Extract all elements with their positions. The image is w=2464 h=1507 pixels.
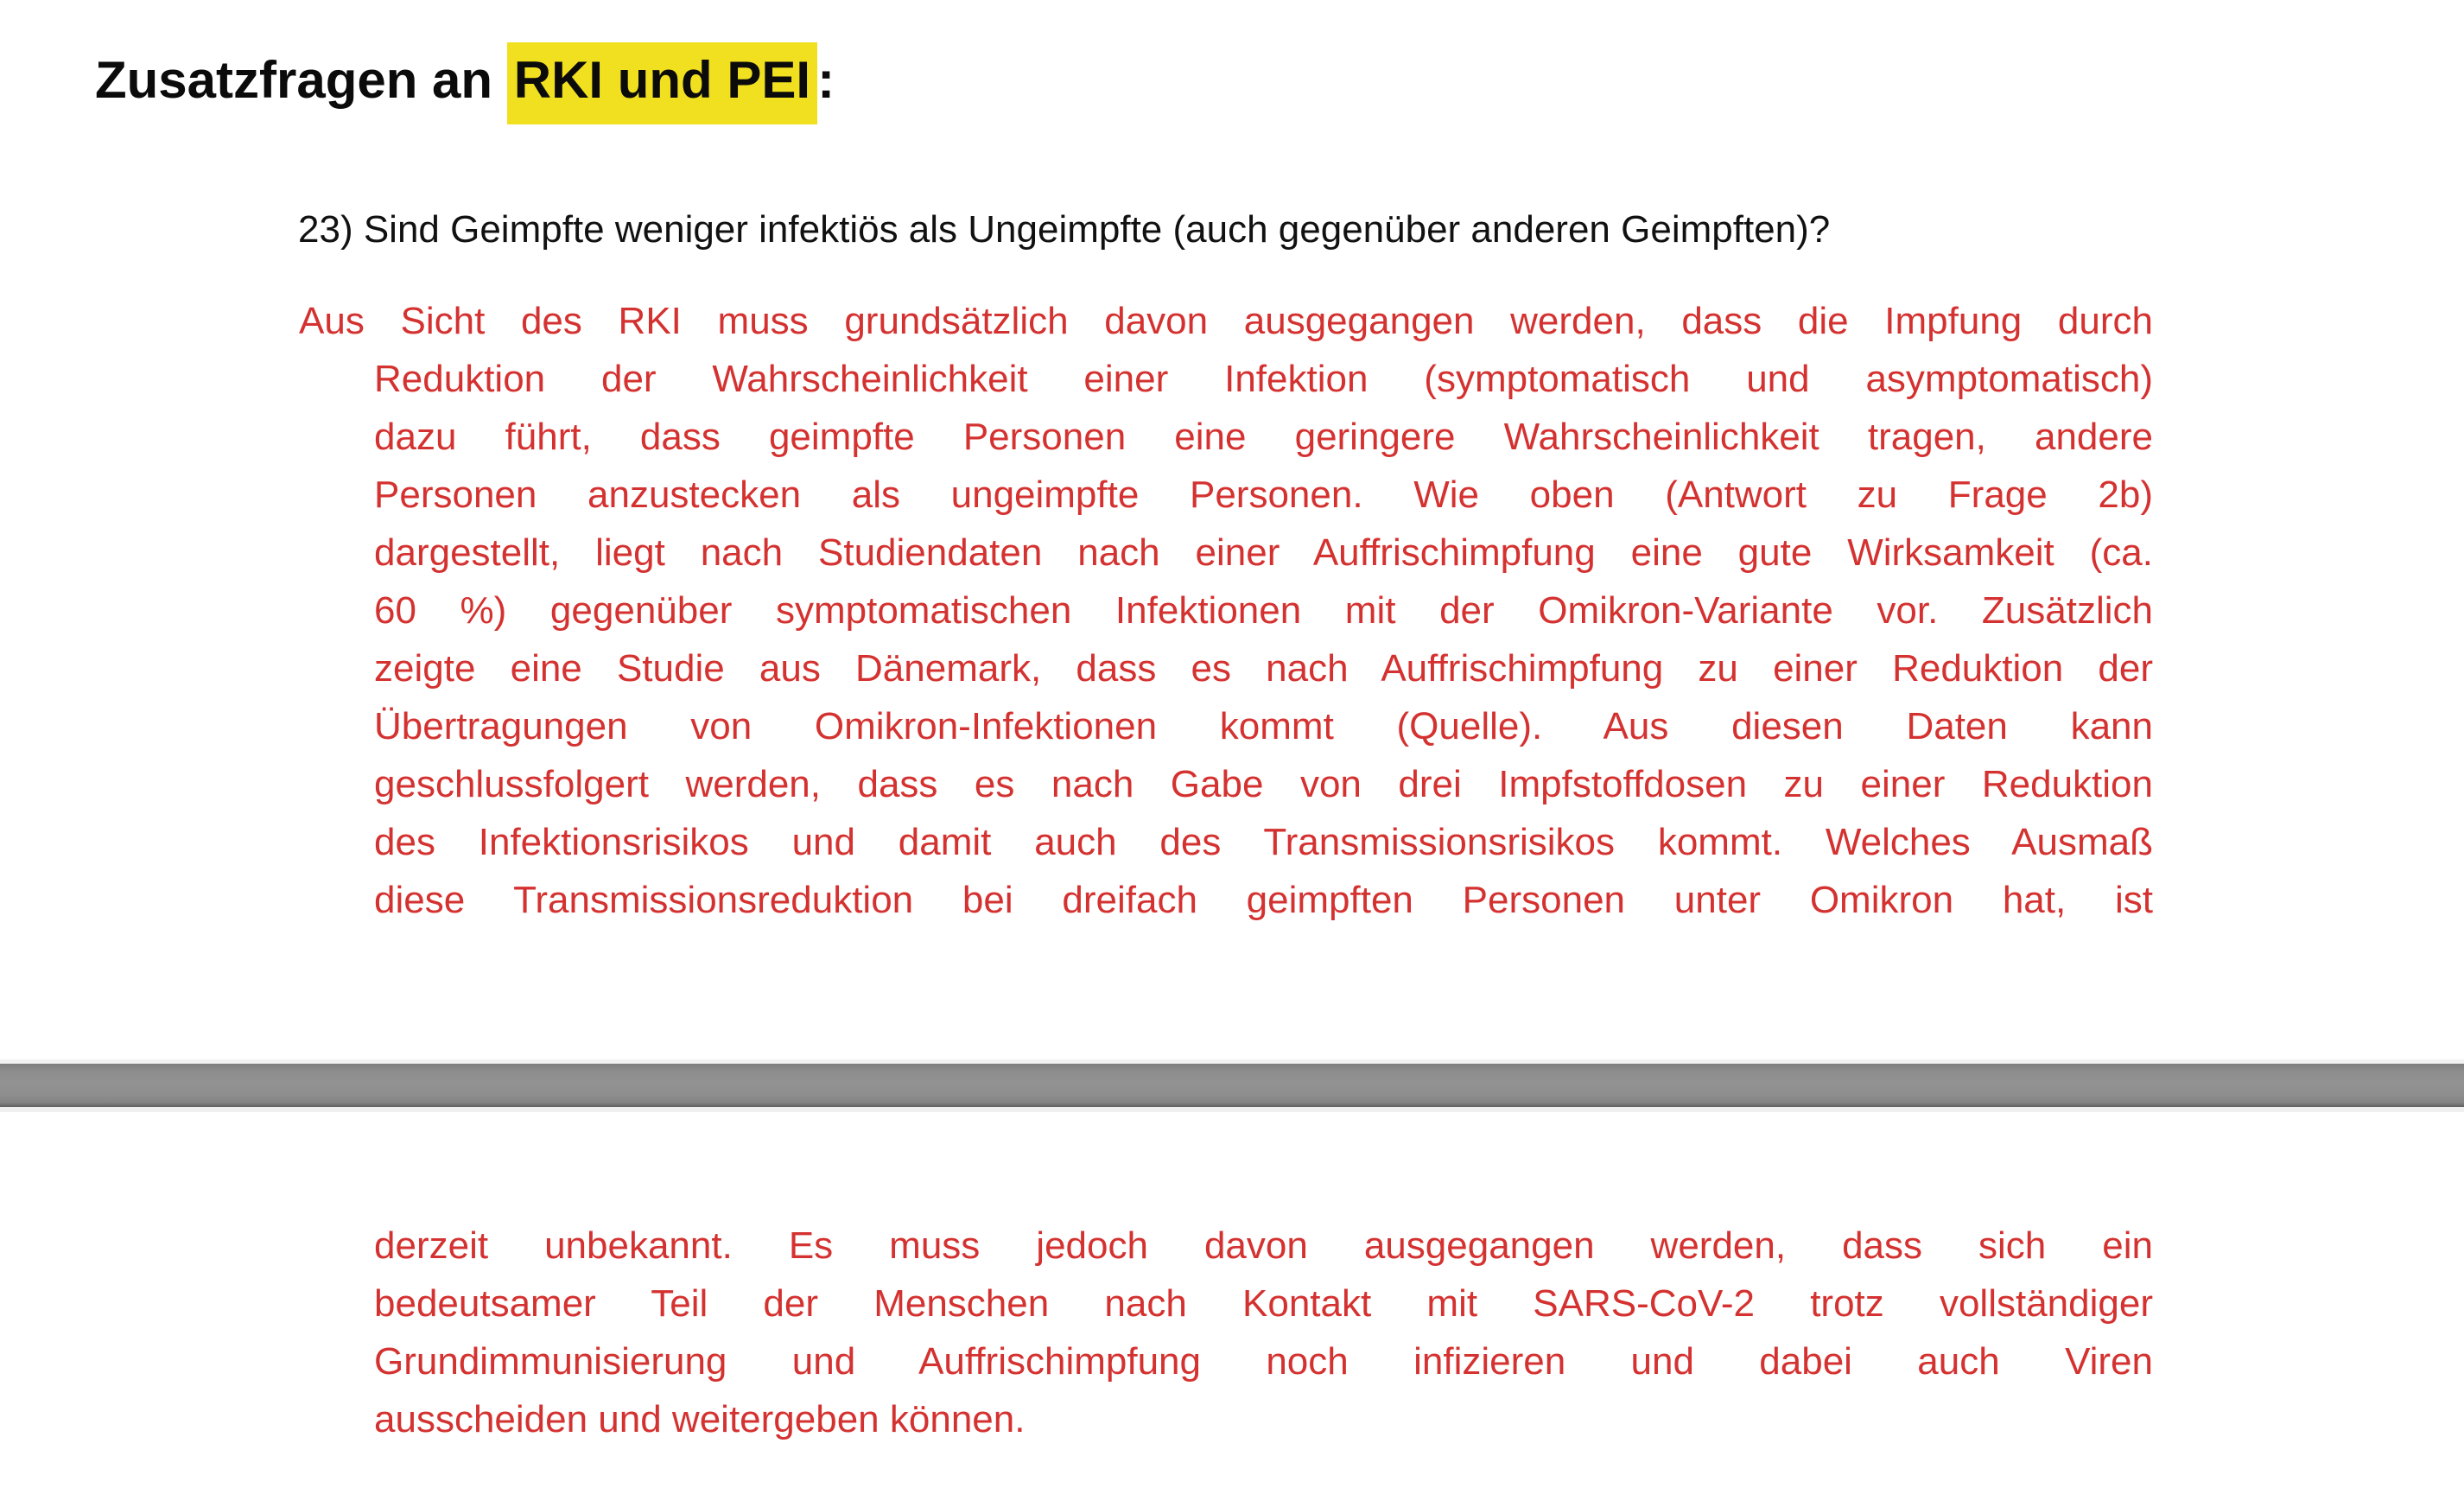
heading-prefix: Zusatzfragen an (95, 51, 507, 109)
answer-line: des Infektionsrisikos und damit auch des Transmissionsrisikos kommt. Welches Ausmaß (374, 821, 2153, 863)
heading-highlighted-text: RKI und PEI (507, 42, 817, 124)
answer-line: derzeit unbekannt. Es muss jedoch davon ausgegangen werden, dass sich ein (374, 1224, 2153, 1267)
question-23: 23) Sind Geimpfte weniger infektiös als Ungeimpfte (auch gegenüber anderen Geimpften)? (298, 208, 1831, 251)
section-heading (95, 48, 835, 112)
answer-line: dazu führt, dass geimpfte Personen eine geringere Wahrscheinlichkeit tragen, andere (374, 416, 2153, 458)
answer-line: geschlussfolgert werden, dass es nach Gabe von drei Impfstoffdosen zu einer Reduktion (374, 763, 2153, 805)
page-gap-bar (0, 1064, 2464, 1107)
answer-line: Aus Sicht des RKI muss grundsätzlich davon ausgegangen werden, dass die Impfung durch (299, 300, 2153, 342)
answer-line: diese Transmissionsreduktion bei dreifach geimpften Personen unter Omikron hat, ist (374, 879, 2153, 921)
answer-line: bedeutsamer Teil der Menschen nach Kontakt mit SARS-CoV-2 trotz vollständiger (374, 1282, 2153, 1325)
heading-suffix: : (817, 51, 835, 109)
page-break-divider (0, 1059, 2464, 1112)
answer-line: Personen anzustecken als ungeimpfte Personen. Wie oben (Antwort zu Frage 2b) (374, 474, 2153, 516)
answer-line: Grundimmunisierung und Auffrischimpfung noch infizieren und dabei auch Viren (374, 1340, 2153, 1383)
answer-line: zeigte eine Studie aus Dänemark, dass es nach Auffrischimpfung zu einer Reduktion der (374, 647, 2153, 690)
answer-line: Übertragungen von Omikron-Infektionen kommt (Quelle). Aus diesen Daten kann (374, 705, 2153, 747)
answer-line: 60 %) gegenüber symptomatischen Infektionen mit der Omikron-Variante vor. Zusätzlich (374, 589, 2153, 632)
answer-line: Reduktion der Wahrscheinlichkeit einer Infektion (symptomatisch und asymptomatisch) (374, 358, 2153, 400)
answer-paragraph-page1 (299, 292, 2153, 929)
page-margin-strip (0, 1107, 2464, 1112)
answer-line: dargestellt, liegt nach Studiendaten nach einer Auffrischimpfung eine gute Wirksamkeit (ca. (374, 531, 2153, 574)
answer-line: ausscheiden und weitergeben können. (374, 1398, 1026, 1440)
answer-paragraph-page2 (374, 1217, 2153, 1448)
